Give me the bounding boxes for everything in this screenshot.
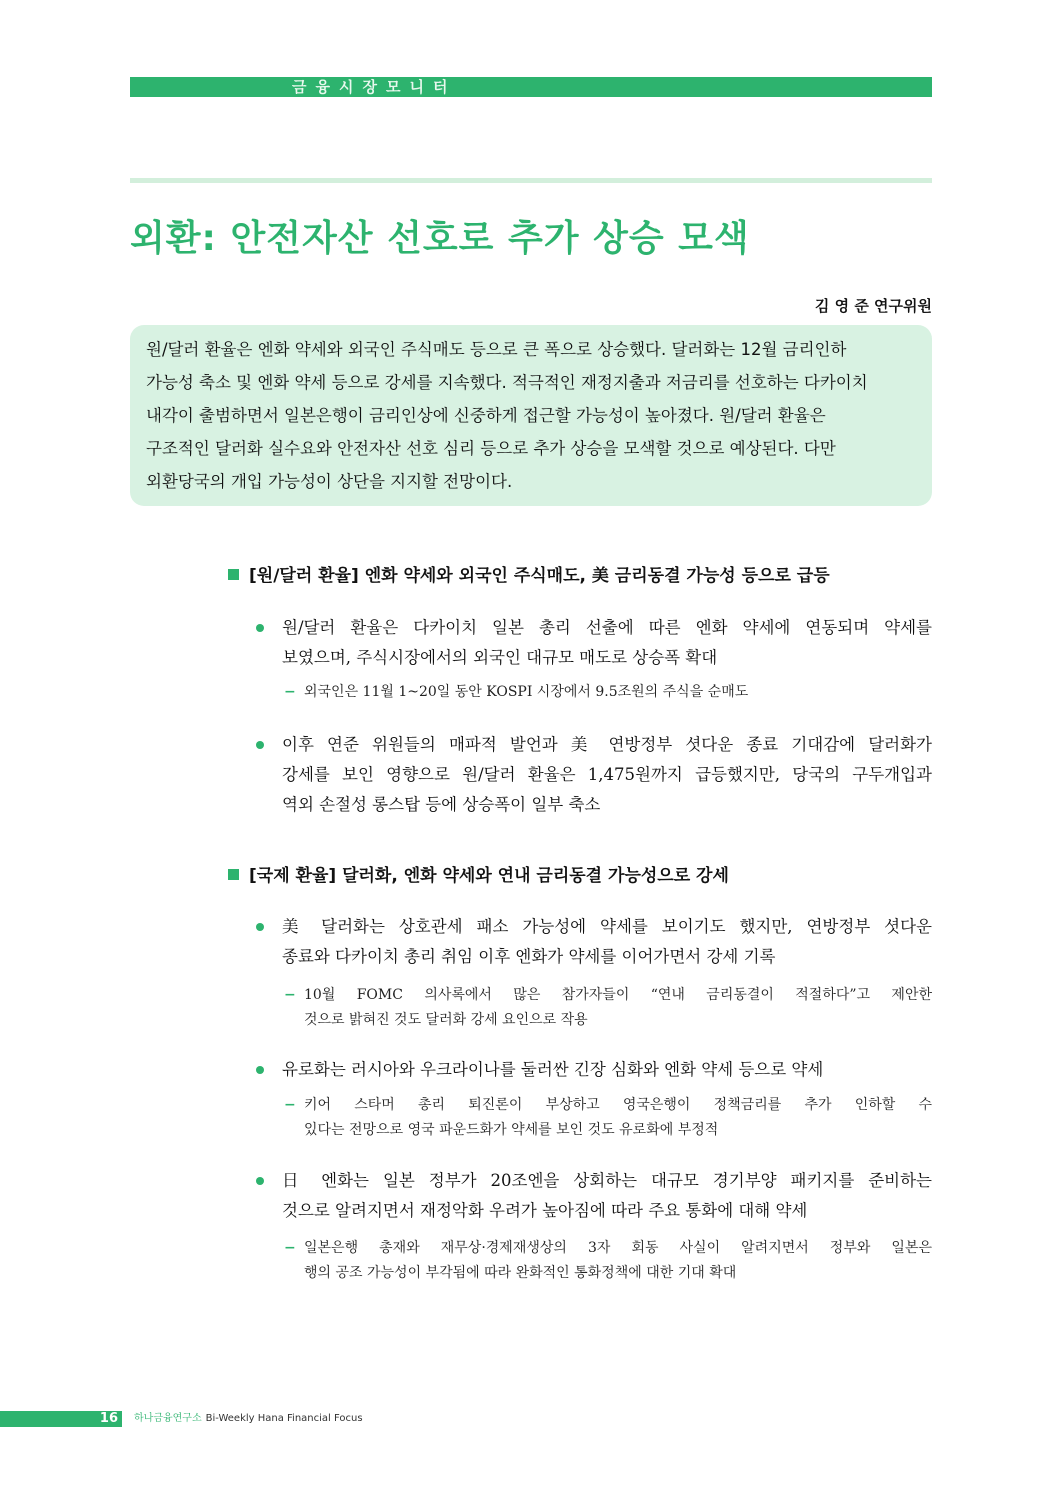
bullet-line: 역외 손절성 롱스탑 등에 상승폭이 일부 축소 xyxy=(282,795,601,814)
dash-icon: − xyxy=(284,1097,296,1113)
summary-line: 구조적인 달러화 실수요와 안전자산 선호 심리 등으로 추가 상승을 모색할 것으로 예상된다. 다만 xyxy=(146,439,836,458)
square-bullet-icon xyxy=(228,869,239,880)
sub-item xyxy=(284,1236,932,1286)
bullet-line: 美 달러화는 상호관세 패소 가능성에 약세를 보이기도 했지만, 연방정부 셧다운 xyxy=(282,917,932,936)
summary-line: 원/달러 환율은 엔화 약세와 외국인 주식매도 등으로 큰 폭으로 상승했다. 달러화는 12월 금리인하 xyxy=(146,340,847,359)
bullet-dot-icon xyxy=(256,741,264,749)
square-bullet-icon xyxy=(228,569,239,580)
bullet-dot-icon xyxy=(256,624,264,632)
bullet-item xyxy=(282,613,932,673)
bullet-dot-icon xyxy=(256,1177,264,1185)
footer-title: Bi-Weekly Hana Financial Focus xyxy=(205,1413,363,1424)
summary-line: 내각이 출범하면서 일본은행이 금리인상에 신중하게 접근할 가능성이 높아졌다. 원/달러 환율은 xyxy=(146,406,826,425)
sub-item xyxy=(284,680,932,705)
section-heading-text: [원/달러 환율] 엔화 약세와 외국인 주식매도, 美 금리동결 가능성 등으로 급등 xyxy=(249,566,830,586)
sub-line: 것으로 밝혀진 것도 달러화 강세 요인으로 작용 xyxy=(304,1012,588,1028)
sub-line: 10월 FOMC 의사록에서 많은 참가자들이 “연내 금리동결이 적절하다”고 제안한 xyxy=(304,987,932,1003)
bullet-line: 종료와 다카이치 총리 취임 이후 엔화가 약세를 이어가면서 강세 기록 xyxy=(282,947,776,966)
sub-line: 행의 공조 가능성이 부각됨에 따라 완화적인 통화정책에 대한 기대 확대 xyxy=(304,1265,737,1281)
bullet-line: 것으로 알려지면서 재정악화 우려가 높아짐에 따라 주요 통화에 대해 약세 xyxy=(282,1201,808,1220)
bullet-line: 유로화는 러시아와 우크라이나를 둘러싼 긴장 심화와 엔화 약세 등으로 약세 xyxy=(282,1060,824,1079)
footer-org: 하나금융연구소 xyxy=(134,1413,202,1424)
sub-item xyxy=(284,1093,932,1143)
sub-line: 외국인은 11월 1~20일 동안 KOSPI 시장에서 9.5조원의 주식을 순매도 xyxy=(304,684,749,700)
section-heading xyxy=(228,561,830,586)
bullet-item xyxy=(282,1166,932,1226)
dash-icon: − xyxy=(284,1240,296,1256)
title-divider xyxy=(130,178,932,183)
bullet-line: 보였으며, 주식시장에서의 외국인 대규모 매도로 상승폭 확대 xyxy=(282,648,718,667)
bullet-dot-icon xyxy=(256,923,264,931)
author: 김 영 준 연구위원 xyxy=(814,297,932,315)
bullet-line: 강세를 보인 영향으로 원/달러 환율은 1,475원까지 급등했지만, 당국의 구두개입과 xyxy=(282,765,932,784)
dash-icon: − xyxy=(284,987,296,1003)
sub-line: 키어 스타머 총리 퇴진론이 부상하고 영국은행이 정책금리를 추가 인하할 수 xyxy=(304,1097,932,1113)
bullet-item xyxy=(282,1055,932,1085)
header-bar xyxy=(130,77,932,97)
dash-icon: − xyxy=(284,684,296,700)
bullet-line: 원/달러 환율은 다카이치 일본 총리 선출에 따른 엔화 약세에 연동되며 약세를 xyxy=(282,618,932,637)
section-heading-text: [국제 환율] 달러화, 엔화 약세와 연내 금리동결 가능성으로 강세 xyxy=(249,866,729,886)
footer-publication xyxy=(134,1412,363,1426)
summary-line: 가능성 축소 및 엔화 약세 등으로 강세를 지속했다. 적극적인 재정지출과 저금리를 선호하는 다카이치 xyxy=(146,373,868,392)
sub-line: 일본은행 총재와 재무상·경제재생상의 3자 회동 사실이 알려지면서 정부와 일본은 xyxy=(304,1240,932,1256)
bullet-item xyxy=(282,912,932,972)
bullet-item xyxy=(282,730,932,820)
bullet-line: 日 엔화는 일본 정부가 20조엔을 상회하는 대규모 경기부양 패키지를 준비하는 xyxy=(282,1171,932,1190)
summary-box xyxy=(130,325,932,506)
bullet-dot-icon xyxy=(256,1066,264,1074)
page-number: 16 xyxy=(99,1411,118,1426)
bullet-line: 이후 연준 위원들의 매파적 발언과 美 연방정부 셧다운 종료 기대감에 달러화가 xyxy=(282,735,932,754)
page-title: 외환: 안전자산 선호로 추가 상승 모색 xyxy=(130,218,750,259)
sub-line: 있다는 전망으로 영국 파운드화가 약세를 보인 것도 유로화에 부정적 xyxy=(304,1122,719,1138)
footer-bar xyxy=(0,1411,122,1427)
sub-item xyxy=(284,983,932,1033)
summary-line: 외환당국의 개입 가능성이 상단을 지지할 전망이다. xyxy=(146,472,513,491)
section-label: 금융시장모니터 xyxy=(292,78,457,96)
section-heading xyxy=(228,861,729,886)
